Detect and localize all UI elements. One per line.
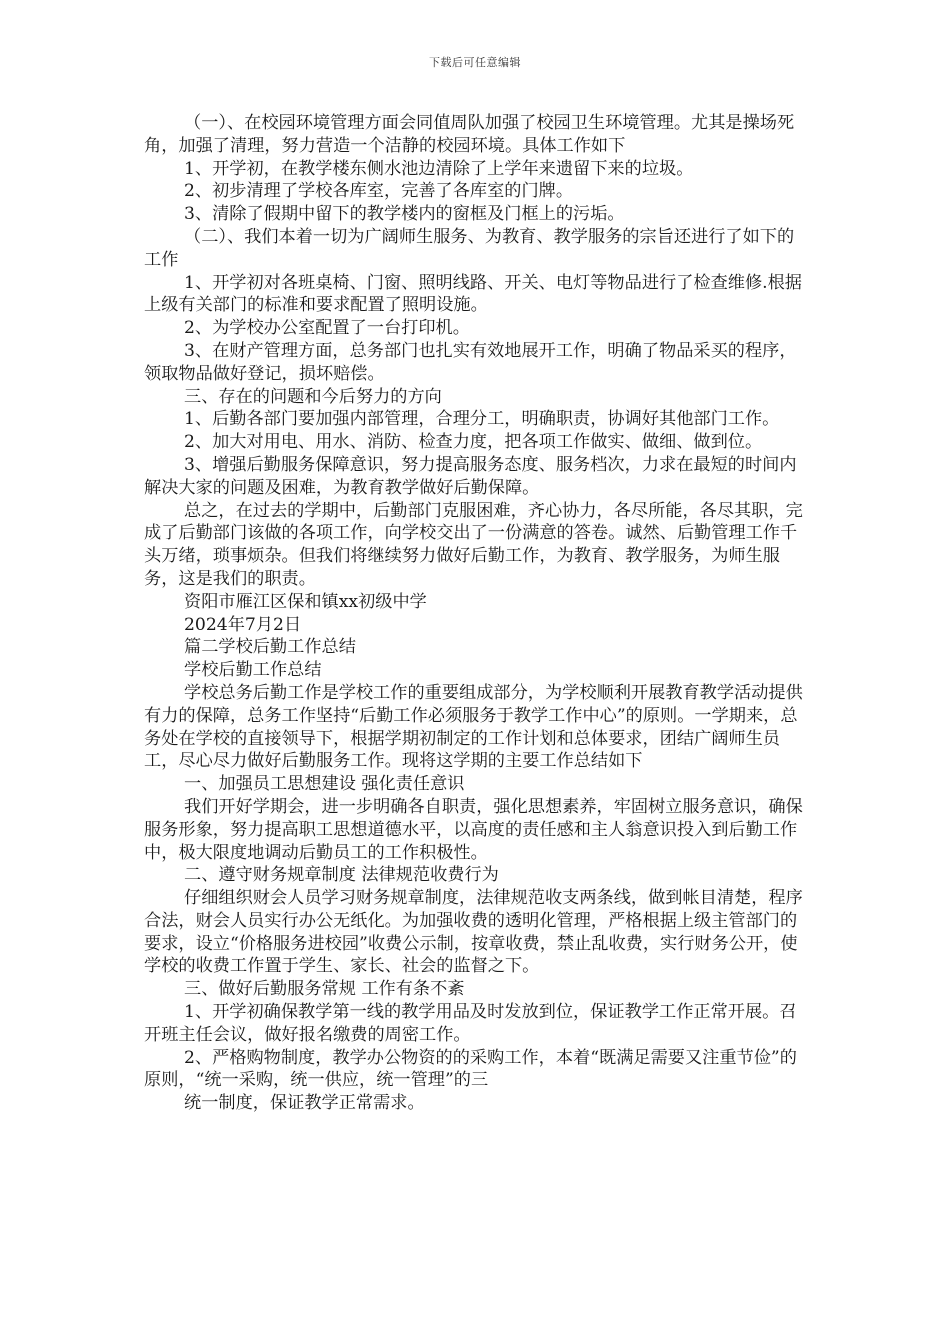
section-heading-staff-ideology: 一、加强员工思想建设 强化责任意识 (184, 774, 465, 795)
paragraph-finance: 仔细组织财会人员学习财务规章制度，法律规范收支两条线，做到帐目清楚，程序合法，财会人员实行办公无纸化。为加强收费的透明化管理，严格根据上级主管部门的要求，设立“价格服务进校园”收费公示制，按章收费，禁止乱收费，实行财务公开，使学校的收费工作置于学生、家长、社会的监督之下。 (144, 888, 803, 977)
article-two-subtitle: 学校后勤工作总结 (184, 660, 322, 681)
document-body (144, 112, 808, 1115)
signature-date: 2024年7月2日 (184, 614, 302, 635)
paragraph-environment-management: （一）、在校园环境管理方面会同值周队加强了校园卫生环境管理。尤其是操场死角，加强了清理，努力营造一个洁静的校园环境。具体工作如下 (144, 113, 795, 156)
section-heading-problems: 三、存在的问题和今后努力的方向 (184, 386, 442, 407)
paragraph-routine-item-1: 1、开学初确保教学第一线的教学用品及时发放到位，保证教学工作正常开展。召开班主任会议，做好报名缴费的周密工作。 (144, 1002, 797, 1045)
paragraph-intro: 学校总务后勤工作是学校工作的重要组成部分，为学校顺利开展教育教学活动提供有力的保障，总务工作坚持“后勤工作必须服务于教学工作中心”的原则。一学期来，总务处在学校的直接领导下，根据学期初制定的工作计划和总体要求，团结广阔师生员工，尽心尽力做好后勤服务工作。现将这学期的主要工作总结如下 (144, 682, 803, 772)
paragraph-env-item-1: 1、开学初，在教学楼东侧水池边清除了上学年来遗留下来的垃圾。 (184, 158, 694, 179)
paragraph-problem-item-1: 1、后勤各部门要加强内部管理，合理分工，明确职责，协调好其他部门工作。 (184, 409, 780, 430)
paragraph-problem-item-3: 3、增强后勤服务保障意识，努力提高服务态度、服务档次，力求在最短的时间内解决大家的问题及困难，为教育教学做好后勤保障。 (144, 454, 797, 498)
section-heading-routine: 三、做好后勤服务常规 工作有条不紊 (184, 979, 465, 1000)
paragraph-service-item-1: 1、开学初对各班桌椅、门窗、照明线路、开关、电灯等物品进行了检查维修.根据上级有关部门的标准和要求配置了照明设施。 (144, 272, 802, 316)
paragraph-service-work: （二）、我们本着一切为广阔师生服务、为教育、教学服务的宗旨还进行了如下的工作 (144, 226, 795, 270)
paragraph-env-item-2: 2、初步清理了学校各库室，完善了各库室的门牌。 (184, 181, 574, 202)
paragraph-problem-item-2: 2、加大对用电、用水、消防、检查力度，把各项工作做实、做细、做到位。 (184, 432, 763, 453)
paragraph-routine-continued: 统一制度，保证教学正常需求。 (184, 1093, 425, 1114)
paragraph-conclusion: 总之，在过去的学期中，后勤部门克服困难，齐心协力，各尽所能，各尽其职，完成了后勤部门该做的各项工作，向学校交出了一份满意的答卷。诚然、后勤管理工作千头万绪，琐事烦杂。但我们将继续努力做好后勤工作，为教育、教学服务，为师生服务，这是我们的职责。 (144, 500, 803, 589)
article-two-title: 篇二学校后勤工作总结 (184, 637, 356, 658)
paragraph-service-item-3: 3、在财产管理方面，总务部门也扎实有效地展开工作，明确了物品采买的程序，领取物品做好登记，损坏赔偿。 (144, 340, 797, 384)
paragraph-service-item-2: 2、为学校办公室配置了一台打印机。 (184, 318, 470, 339)
paragraph-env-item-3: 3、清除了假期中留下的教学楼内的窗框及门框上的污垢。 (184, 204, 625, 225)
section-heading-finance: 二、遵守财务规章制度 法律规范收费行为 (184, 865, 499, 886)
signature-school: 资阳市雁江区保和镇xx初级中学 (184, 591, 427, 612)
page-header: 下载后可任意编辑 (429, 56, 521, 69)
paragraph-staff-ideology: 我们开好学期会，进一步明确各自职责，强化思想素养，牢固树立服务意识，确保服务形象，努力提高职工思想道德水平，以高度的责任感和主人翁意识投入到后勤工作中，极大限度地调动后勤员工的工作积极性。 (144, 796, 803, 863)
paragraph-routine-item-2: 2、严格购物制度，教学办公物资的的采购工作，本着“既满足需要又注重节俭”的原则，“统一采购，统一供应，统一管理”的三 (144, 1047, 797, 1091)
